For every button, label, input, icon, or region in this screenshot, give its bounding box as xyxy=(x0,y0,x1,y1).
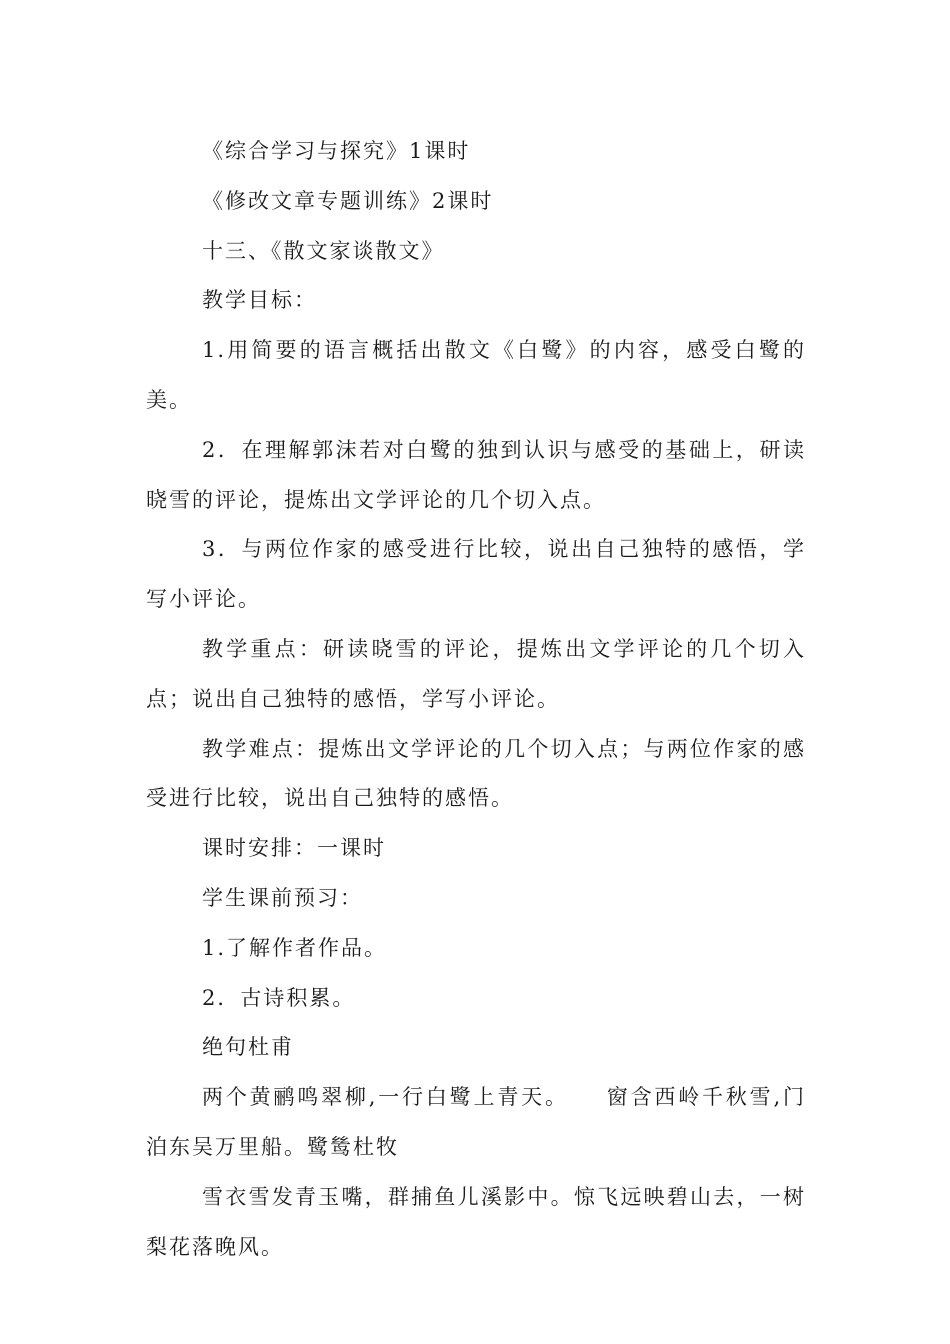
schedule: 课时安排：一课时 xyxy=(202,836,386,861)
goal-3: 3．与两位作家的感受进行比较，说出自己独特的感悟，学写小评论。 xyxy=(146,537,806,612)
goals-heading: 教学目标： xyxy=(202,288,317,313)
goal-2: 2．在理解郭沫若对白鹭的独到认识与感受的基础上，研读晓雪的评论，提炼出文学评论的几个切入点。 xyxy=(146,437,806,512)
preview-item-2: 2．古诗积累。 xyxy=(202,985,356,1010)
difficult-points: 教学难点：提炼出文学评论的几个切入点；与两位作家的感受进行比较，说出自己独特的感悟。 xyxy=(146,736,806,811)
document-body xyxy=(146,127,806,1272)
section-heading: 十三、《散文家谈散文》 xyxy=(202,238,445,263)
poem-text-2: 雪衣雪发青玉嘴，群捕鱼儿溪影中。惊飞远映碧山去，一树梨花落晚风。 xyxy=(146,1184,806,1259)
preview-heading: 学生课前预习： xyxy=(202,885,363,910)
poem-text-1: 两个黄鹂鸣翠柳,一行白鹭上青天。 窗含西岭千秋雪,门泊东吴万里船。鹭鸶杜牧 xyxy=(146,1085,806,1159)
goal-1: 1.用简要的语言概括出散文《白鹭》的内容，感受白鹭的美。 xyxy=(146,338,806,412)
key-points: 教学重点：研读晓雪的评论，提炼出文学评论的几个切入点；说出自己独特的感悟，学写小评论。 xyxy=(146,636,806,711)
lesson-item-comprehensive-study: 《综合学习与探究》1课时 xyxy=(202,139,471,163)
poem-title: 绝句杜甫 xyxy=(202,1035,294,1060)
lesson-item-revision-training: 《修改文章专题训练》2课时 xyxy=(202,188,494,213)
preview-item-1: 1.了解作者作品。 xyxy=(202,935,388,960)
